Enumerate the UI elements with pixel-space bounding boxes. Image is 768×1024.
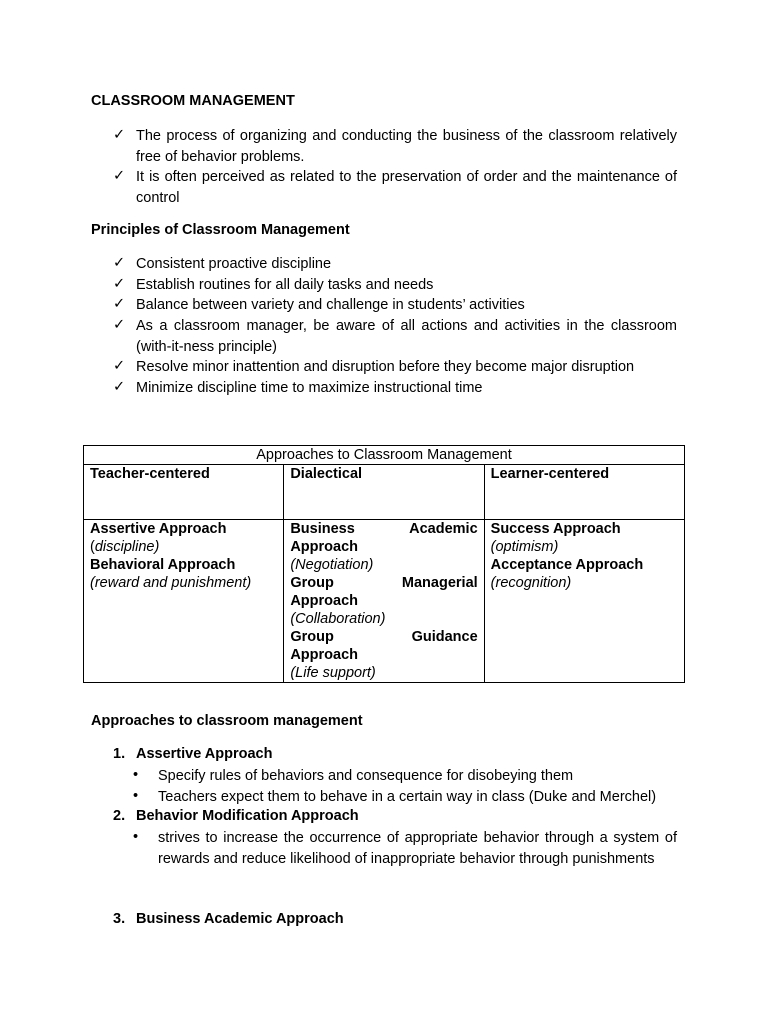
success-approach: Success Approach [490, 521, 621, 537]
success-approach-desc: (optimism) [490, 539, 559, 555]
check-icon: ✓ [113, 276, 126, 292]
word: Approach [290, 593, 358, 609]
approach-point: Specify rules of behaviors and consequence for disobeying them [158, 768, 574, 784]
column-header-teacher-centered: Teacher-centered [84, 465, 284, 520]
acceptance-approach: Acceptance Approach [490, 557, 644, 573]
group-managerial-desc: (Collaboration) [290, 611, 386, 627]
business-academic-desc: (Negotiation) [290, 557, 374, 573]
word: Group [290, 575, 334, 591]
assertive-approach: Assertive Approach [90, 521, 227, 537]
assertive-approach-desc: discipline) [94, 539, 160, 555]
approaches-heading: Approaches to classroom management [91, 713, 363, 729]
word: Guidance [411, 629, 478, 645]
intro-item: It is often perceived as related to the preservation of order and the maintenance of control [136, 169, 677, 206]
group-managerial-approach [290, 574, 477, 592]
principle-item: Establish routines for all daily tasks and needs [136, 277, 434, 293]
group-guidance-approach [290, 628, 477, 646]
approach-point: strives to increase the occurrence of appropriate behavior through a system of rewards and reduce likelihood of inappropriate behavior through punishments [158, 830, 677, 867]
bullet-icon: • [133, 788, 139, 804]
word: Group [290, 629, 334, 645]
word: Approach [290, 647, 358, 663]
principle-item: Consistent proactive discipline [136, 256, 332, 272]
table-caption: Approaches to Classroom Management [84, 446, 685, 465]
column-header-learner-centered: Learner-centered [484, 465, 684, 520]
check-icon: ✓ [113, 168, 126, 184]
paren-open: ( [90, 539, 95, 555]
dialectical-cell [284, 520, 484, 683]
principle-item: Minimize discipline time to maximize instructional time [136, 380, 483, 396]
acceptance-approach-desc: (recognition) [490, 575, 572, 591]
approach-point: Teachers expect them to behave in a certain way in class (Duke and Merchel) [158, 789, 657, 805]
list-number: 3. [113, 911, 126, 927]
bullet-icon: • [133, 767, 139, 783]
principle-item: As a classroom manager, be aware of all actions and activities in the classroom (with-it-ness principle) [136, 318, 677, 355]
intro-item: The process of organizing and conducting the business of the classroom relatively free of behavior problems. [136, 128, 677, 165]
approach-title: Assertive Approach [136, 746, 273, 762]
check-icon: ✓ [113, 358, 126, 374]
principle-item: Balance between variety and challenge in students’ activities [136, 297, 525, 313]
check-icon: ✓ [113, 317, 126, 333]
check-icon: ✓ [113, 127, 126, 143]
approach-title: Behavior Modification Approach [136, 808, 359, 824]
principles-heading: Principles of Classroom Management [91, 222, 350, 238]
column-header-dialectical: Dialectical [284, 465, 484, 520]
principle-item: Resolve minor inattention and disruption before they become major disruption [136, 359, 635, 375]
approaches-table [83, 445, 685, 683]
check-icon: ✓ [113, 379, 126, 395]
behavioral-approach-desc: (reward and punishment) [90, 575, 252, 591]
word: Managerial [401, 575, 478, 591]
list-number: 1. [113, 746, 126, 762]
approach-title: Business Academic Approach [136, 911, 344, 927]
word: Business [290, 521, 355, 537]
list-number: 2. [113, 808, 126, 824]
word: Approach [290, 539, 358, 555]
learner-centered-cell [484, 520, 684, 683]
word: Academic [409, 521, 478, 537]
assertive-approach-note [90, 538, 277, 556]
teacher-centered-cell [84, 520, 284, 683]
check-icon: ✓ [113, 296, 126, 312]
behavioral-approach: Behavioral Approach [90, 557, 236, 573]
page-title: CLASSROOM MANAGEMENT [91, 93, 295, 109]
group-guidance-desc: (Life support) [290, 665, 376, 681]
bullet-icon: • [133, 829, 139, 845]
business-academic-approach [290, 520, 477, 538]
check-icon: ✓ [113, 255, 126, 271]
